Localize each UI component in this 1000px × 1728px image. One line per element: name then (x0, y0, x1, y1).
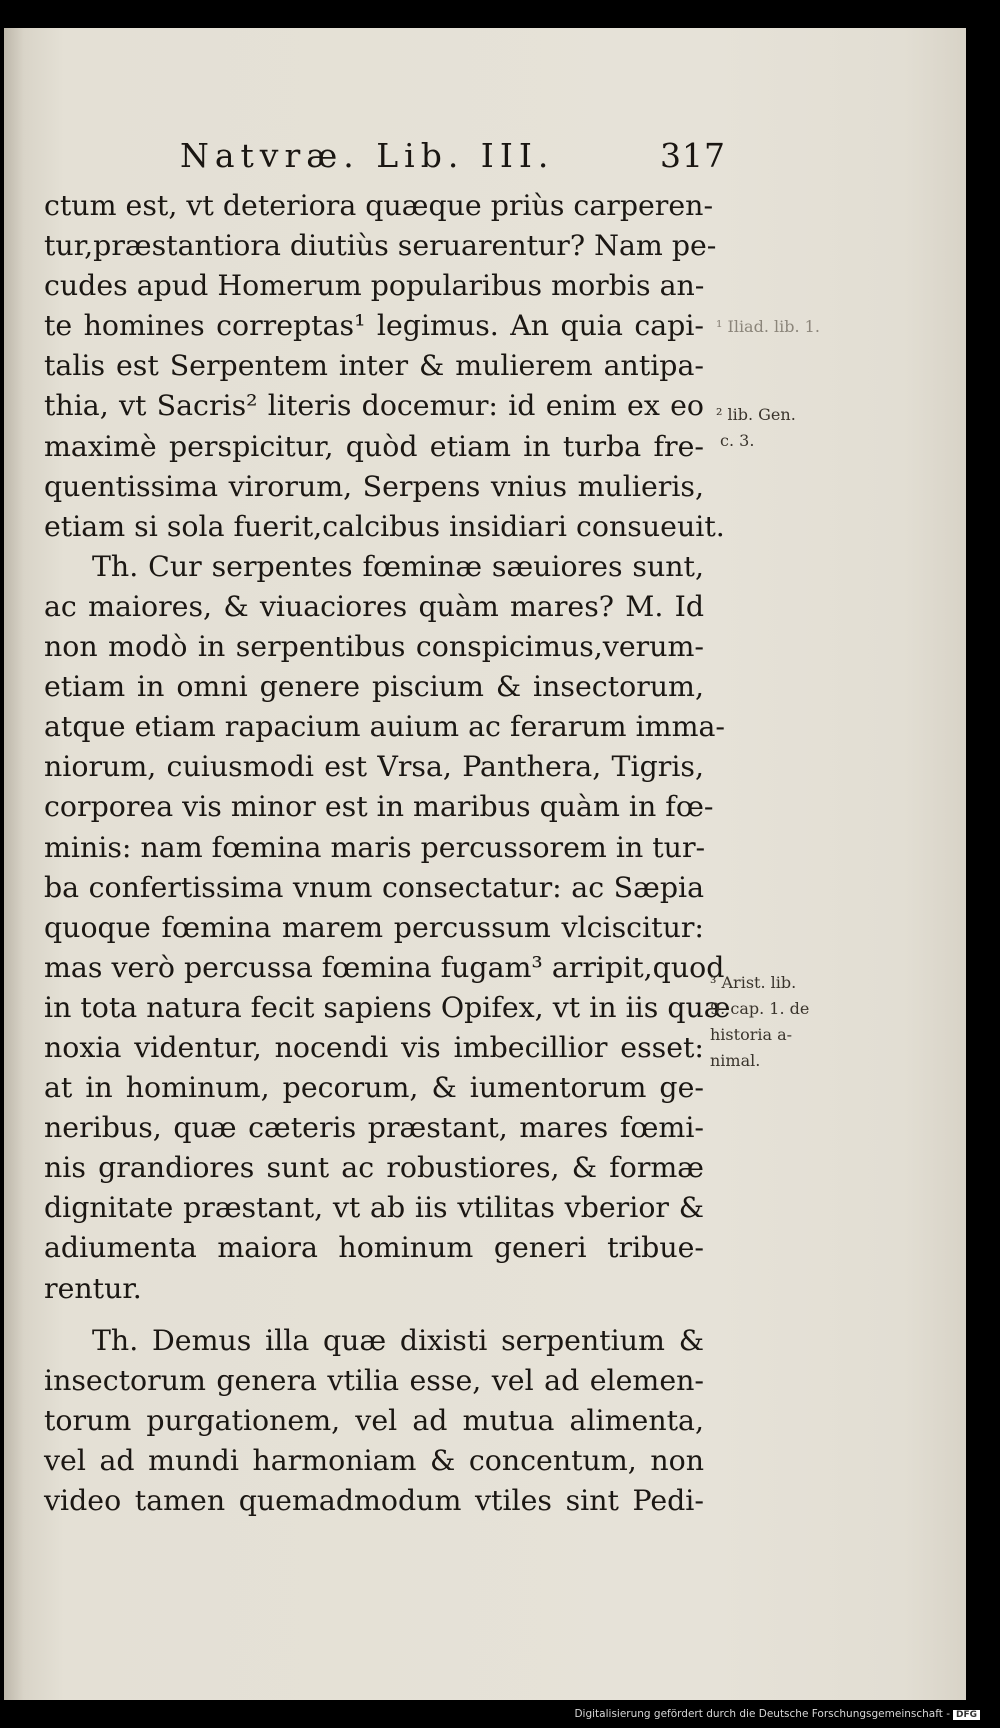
text-line: insectorum genera vtilia esse, vel ad elemen- (44, 1363, 704, 1397)
margin-note: c. 3. (720, 431, 755, 450)
text-line: dignitate præstant, vt ab iis vtilitas vberior & (44, 1191, 704, 1225)
text-line: vel ad mundi harmoniam & concentum, non (44, 1443, 704, 1477)
text-line: niorum, cuiusmodi est Vrsa, Panthera, Tigris, (44, 750, 704, 784)
text-line: quoque fœmina marem percussum vlciscitur: (44, 910, 704, 944)
text-line: cudes apud Homerum popularibus morbis an- (44, 269, 705, 303)
running-title: Natvræ. Lib. III. (180, 136, 555, 175)
text-line: mas verò percussa fœmina fugam³ arripit,quod (44, 950, 725, 984)
dfg-logo: DFG (953, 1710, 980, 1720)
text-line: maximè perspicitur, quòd etiam in turba fre- (44, 429, 704, 463)
text-line: rentur. (44, 1271, 142, 1305)
text-line: talis est Serpentem inter & mulierem antipa- (44, 349, 704, 383)
text-line: ba confertissima vnum consectatur: ac Sæpia (44, 870, 704, 904)
text-line: atque etiam rapacium auium ac ferarum imma- (44, 710, 726, 744)
text-line: thia, vt Sacris² literis docemur: id enim ex eo (44, 389, 704, 423)
text-line: torum purgationem, vel ad mutua alimenta, (44, 1403, 704, 1437)
margin-note: 9. cap. 1. de (710, 999, 810, 1018)
text-line: nis grandiores sunt ac robustiores, & formæ (44, 1151, 704, 1185)
text-block (44, 186, 731, 1521)
running-header (180, 136, 726, 175)
text-line: etiam in omni genere piscium & insectorum, (44, 670, 704, 704)
paragraph-gap (44, 1309, 704, 1321)
book-page (4, 28, 966, 1700)
text-line: etiam si sola fuerit,calcibus insidiari consueuit. (44, 509, 725, 543)
text-line: non modò in serpentibus conspicimus,verum- (44, 630, 704, 664)
margin-note: ¹ Iliad. lib. 1. (716, 317, 820, 336)
text-line: neribus, quæ cæteris præstant, mares fœmi- (44, 1111, 704, 1145)
text-line: ctum est, vt deteriora quæque priùs carperen- (44, 189, 714, 222)
text-line: te homines correptas¹ legimus. An quia capi- (44, 309, 704, 343)
text-line: Th. Demus illa quæ dixisti serpentium & (92, 1323, 704, 1357)
text-line: adiumenta maiora hominum generi tribue- (44, 1231, 704, 1265)
text-line: at in hominum, pecorum, & iumentorum ge- (44, 1071, 704, 1105)
text-line: in tota natura fecit sapiens Opifex, vt in iis quæ (44, 990, 731, 1024)
credit-text: Digitalisierung gefördert durch die Deutsche Forschungsgemeinschaft - (574, 1708, 950, 1720)
margin-note: ³ Arist. lib. (710, 973, 797, 992)
text-line: minis: nam fœmina maris percussorem in tur- (44, 830, 706, 864)
margin-note: nimal. (710, 1051, 761, 1070)
page-number: 317 (660, 136, 726, 175)
text-line: ac maiores, & viuaciores quàm mares? M. Id (44, 589, 704, 623)
margin-note: historia a- (710, 1025, 793, 1044)
text-line: corporea vis minor est in maribus quàm in fœ- (44, 790, 714, 824)
margin-note: ² lib. Gen. (716, 405, 796, 424)
text-line: noxia videntur, nocendi vis imbecillior esset: (44, 1030, 704, 1064)
text-line: video tamen quemadmodum vtiles sint Pedi- (44, 1484, 704, 1517)
text-line: quentissima virorum, Serpens vnius mulieris, (44, 469, 704, 503)
text-line: tur,præstantiora diutiùs seruarentur? Nam pe- (44, 229, 717, 263)
digitization-credit (574, 1708, 980, 1720)
text-line: Th. Cur serpentes fœminæ sæuiores sunt, (92, 549, 704, 583)
